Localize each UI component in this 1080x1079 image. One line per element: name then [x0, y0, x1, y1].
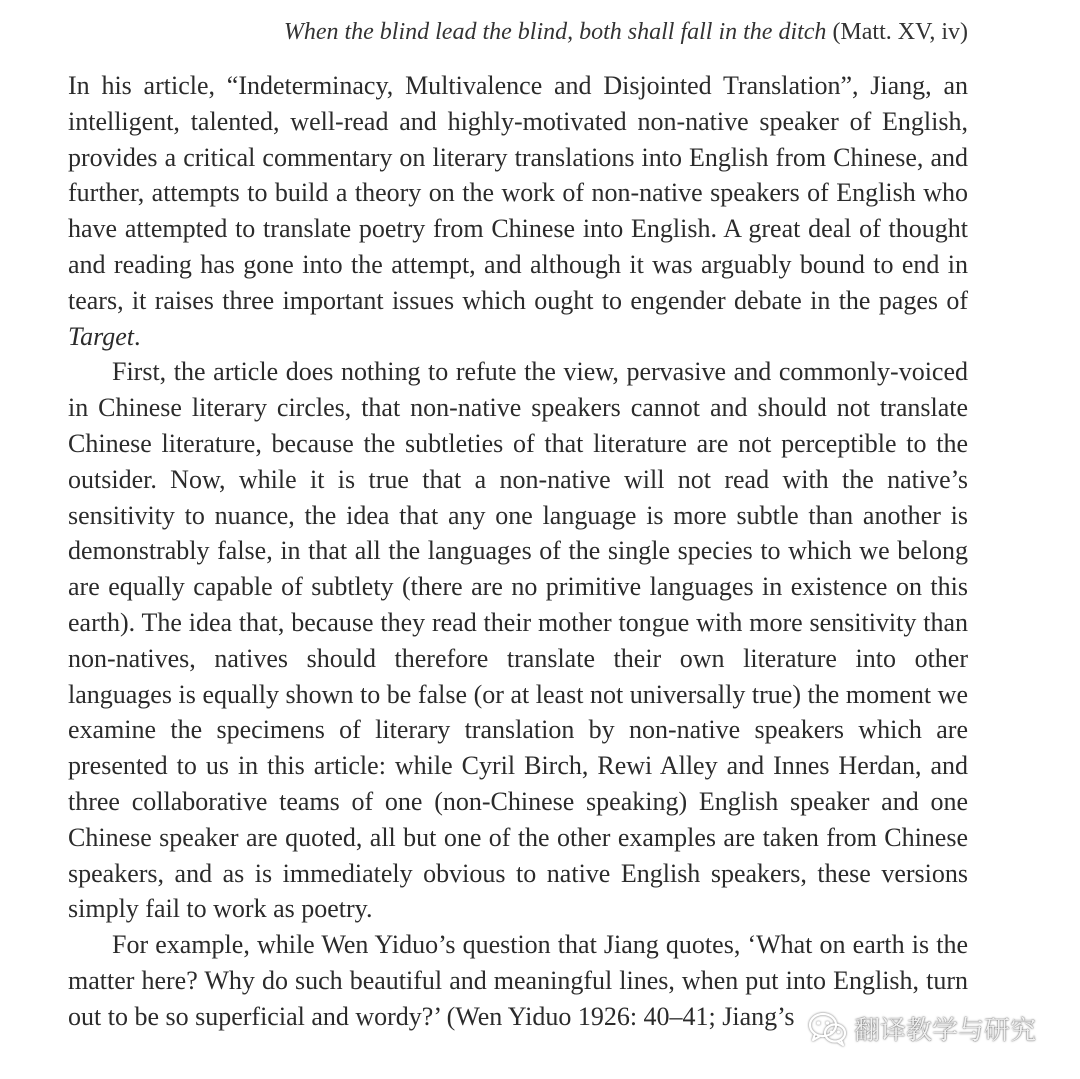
- page: [68, 14, 968, 1035]
- running-head: [68, 14, 968, 52]
- paragraph-1: [68, 68, 968, 354]
- paragraph-1-text: In his article, “Indeterminacy, Multivalence and Disjointed Translation”, Jiang, an intelligent, talented, well-read and highly-motivated non-native speaker of English, provides a critical commentary on literary translations into English from Chinese, and further, attempts to build a theory on the work of non-native speakers of English who have attempted to translate poetry from Chinese into English. A great deal of thought and reading has gone into the attempt, and although it was arguably bound to end in tears, it raises three important issues which ought to engender debate in the pages of: [68, 71, 968, 315]
- journal-title: Target: [68, 321, 134, 351]
- body-text: [68, 68, 968, 1035]
- watermark: [808, 1010, 1036, 1047]
- running-head-quote: When the blind lead the blind, both shall fall in the ditch: [283, 19, 827, 45]
- paragraph-3: For example, while Wen Yiduo’s question that Jiang quotes, ‘What on earth is the matter here? Why do such beautiful and meaningful lines, when put into English, turn out to be so superficial and wordy?’ (Wen Yiduo 1926: 40–41; Jiang’s: [68, 930, 968, 1031]
- watermark-text: 翻译教学与研究: [854, 1016, 1037, 1046]
- paragraph-2: First, the article does nothing to refute the view, pervasive and commonly-voiced in Chinese literary circles, that non-native speakers cannot and should not translate Chinese literature, because the subtleties of that literature are not perceptible to the outsider. Now, while it is true that a non-native will not read with the native’s sensitivity to nuance, the idea that any one language is more subtle than another is demonstrably false, in that all the languages of the single species to which we belong are equally capable of subtlety (there are no primitive languages in existence on this earth). The idea that, because they read their mother tongue with more sensitivity than non-natives, natives should therefore translate their own literature into other languages is equally shown to be false (or at least not universally true) the moment we examine the specimens of literary translation by non-native speakers which are presented to us in this article: while Cyril Birch, Rewi Alley and Innes Herdan, and three collaborative teams of one (non-Chinese speaking) English speaker and one Chinese speaker are quoted, all but one of the other examples are taken from Chinese speakers, and as is immediately obvious to native English speakers, these versions simply fail to work as poetry.: [68, 357, 968, 924]
- running-head-citation: (Matt. XV, iv): [832, 19, 968, 45]
- wechat-icon: [808, 1011, 848, 1047]
- paragraph-1-end: .: [134, 321, 141, 351]
